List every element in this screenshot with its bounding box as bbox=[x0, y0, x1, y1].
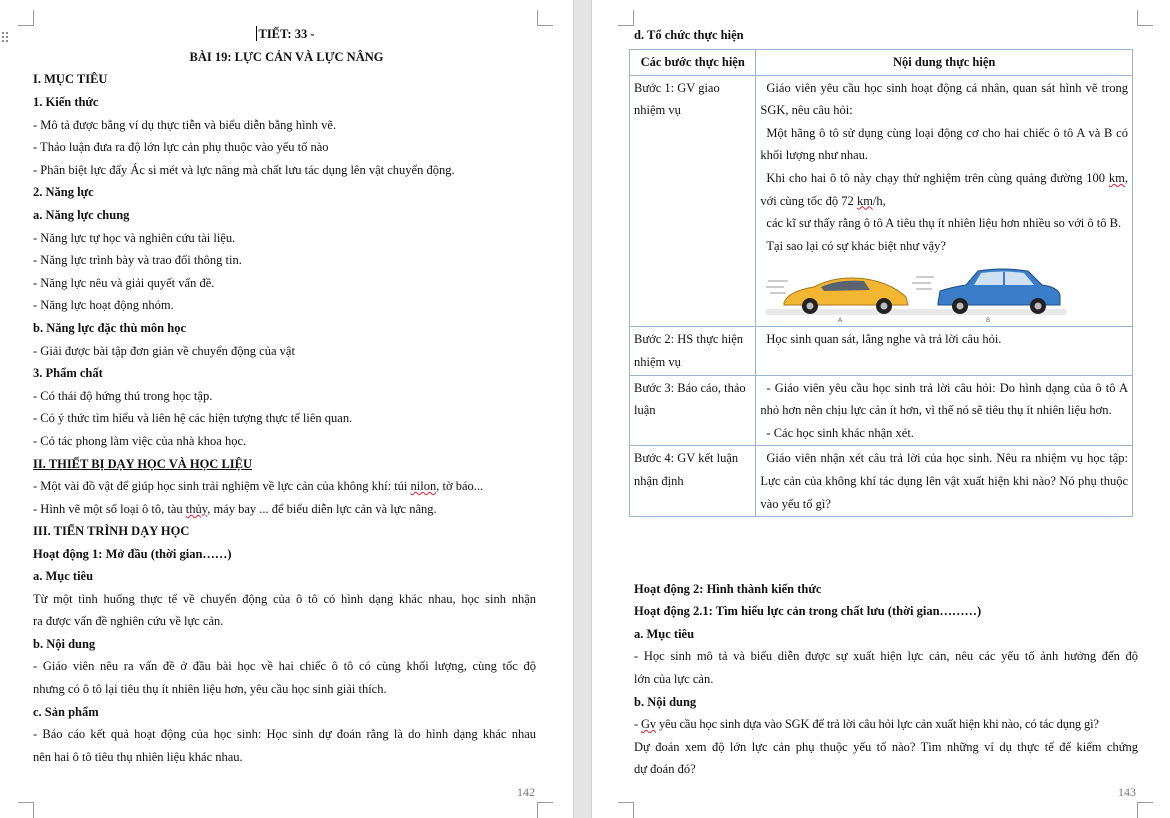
step-cell[interactable]: Bước 3: Báo cáo, thảo luận bbox=[630, 375, 756, 446]
text-run: , với cùng tốc độ 72 bbox=[760, 170, 1128, 208]
subsection-heading[interactable]: c. Sản phẩm bbox=[33, 705, 99, 719]
paragraph[interactable]: - Giải được bài tập đơn giản về chuyển động của vật bbox=[33, 344, 295, 358]
paragraph[interactable]: - Học sinh mô tả và biểu diễn được sự xuất hiện lực cản, nêu các yếu tố ảnh hưởng đến độ bbox=[634, 649, 1138, 663]
page-corner-mark bbox=[537, 802, 553, 818]
spellcheck-word[interactable]: nilon bbox=[410, 479, 437, 493]
paragraph: Tại sao lại có sự khác biệt như vậy? bbox=[766, 238, 946, 253]
paragraph[interactable]: ra được vấn đề nghiên cứu về lực cản. bbox=[33, 614, 224, 628]
page-corner-mark bbox=[1137, 10, 1153, 26]
lesson-title[interactable]: BÀI 19: LỰC CẢN VÀ LỰC NÂNG bbox=[189, 50, 384, 64]
header-content[interactable]: Nội dung thực hiện bbox=[756, 50, 1133, 76]
subsection-heading[interactable]: 2. Năng lực bbox=[33, 185, 94, 199]
page-corner-mark bbox=[18, 10, 34, 26]
car-a-label: A bbox=[838, 317, 843, 324]
car-b-label: B bbox=[986, 317, 991, 324]
subsection-heading[interactable]: a. Năng lực chung bbox=[33, 208, 130, 222]
content-cell[interactable] bbox=[756, 375, 1133, 446]
subsection-heading[interactable]: 3. Phẩm chất bbox=[33, 366, 103, 380]
activity-heading[interactable]: Hoạt động 1: Mở đầu (thời gian……) bbox=[33, 547, 232, 561]
table-header-row bbox=[630, 50, 1133, 76]
paragraph[interactable]: - Năng lực trình bày và trao đổi thông tin. bbox=[33, 253, 242, 267]
subsection-heading[interactable]: b. Nội dung bbox=[33, 637, 96, 651]
paragraph[interactable]: - Năng lực hoạt động nhóm. bbox=[33, 298, 174, 312]
paragraph: - Các học sinh khác nhận xét. bbox=[766, 425, 914, 440]
paragraph: Giáo viên yêu cầu học sinh hoạt động cá nhân, quan sát hình vẽ trong SGK, nêu câu hỏi: bbox=[760, 80, 1128, 118]
subsection-heading[interactable]: 1. Kiến thức bbox=[33, 95, 99, 109]
header-steps[interactable]: Các bước thực hiện bbox=[630, 50, 756, 76]
page-143 bbox=[592, 0, 1170, 818]
paragraph[interactable]: - Năng lực tự học và nghiên cứu tài liệu. bbox=[33, 231, 236, 245]
paragraph: các kĩ sư thấy rằng ô tô A tiêu thụ ít nhiên liệu hơn nhiều so với ô tô B. bbox=[766, 216, 1122, 231]
activity-table bbox=[629, 49, 1133, 517]
spellcheck-word[interactable]: km bbox=[856, 193, 873, 208]
step-cell[interactable]: Bước 1: GV giao nhiệm vụ bbox=[630, 75, 756, 327]
table-row bbox=[630, 446, 1133, 517]
paragraph: Giáo viên nhận xét câu trả lời của học sinh. Nêu ra nhiệm vụ học tập: Lực cản của không khí tác dụng lên vật xuất hiện khi nào? Nó phụ thuộc vào yếu tố gì? bbox=[760, 451, 1128, 511]
subsection-heading[interactable]: d. Tổ chức thực hiện bbox=[634, 28, 744, 42]
page-142 bbox=[0, 0, 573, 818]
text-run: - Hình vẽ một số loại ô tô, tàu bbox=[33, 502, 186, 516]
paragraph: Một hãng ô tô sử dụng cùng loại động cơ cho hai chiếc ô tô A và B có khối lượng như nhau. bbox=[760, 125, 1128, 163]
paragraph[interactable]: - Mô tả được bằng ví dụ thực tiễn và biểu diễn bằng hình vẽ. bbox=[33, 118, 337, 132]
page-corner-mark bbox=[618, 10, 634, 26]
lesson-number[interactable]: TIẾT: 33 - bbox=[258, 27, 315, 41]
paragraph[interactable]: - Thảo luận đưa ra độ lớn lực cản phụ thuộc vào yếu tố nào bbox=[33, 140, 329, 154]
text-run: , tờ báo... bbox=[436, 479, 484, 493]
text-run: , máy bay ... để biểu diễn lực cản và lực nâng. bbox=[207, 502, 437, 516]
table-row bbox=[630, 375, 1133, 446]
paragraph[interactable]: Dự đoán xem độ lớn lực cản phụ thuộc yếu tố nào? Tìm những ví dụ thực tế để kiểm chứng bbox=[634, 740, 1138, 754]
two-cars-illustration[interactable] bbox=[766, 263, 1066, 323]
paragraph bbox=[760, 167, 1128, 212]
paragraph[interactable]: lớn của lực cản. bbox=[634, 672, 714, 686]
page-corner-mark bbox=[537, 10, 553, 26]
page-number: 142 bbox=[517, 785, 535, 799]
paragraph: Học sinh quan sát, lắng nghe và trả lời câu hỏi. bbox=[766, 332, 1002, 347]
content-cell[interactable] bbox=[756, 327, 1133, 375]
table-row bbox=[630, 327, 1133, 375]
paragraph[interactable]: - Giáo viên nêu ra vấn đề ở đầu bài học về hai chiếc ô tô có cùng khối lượng, cùng tốc độ bbox=[33, 659, 536, 673]
spellcheck-word[interactable]: km bbox=[1108, 170, 1125, 185]
section-heading[interactable]: II. THIẾT BỊ DẠY HỌC VÀ HỌC LIỆU bbox=[33, 457, 253, 471]
text-run: Khi cho hai ô tô này chạy thử nghiệm trên cùng quảng đường 100 bbox=[766, 170, 1109, 185]
paragraph[interactable]: - Gv yêu cầu học sinh dựa vào SGK để trả lời câu hỏi lực cản xuất hiện khi nào, có tác dụng gì? bbox=[634, 717, 1099, 731]
content-cell[interactable] bbox=[756, 446, 1133, 517]
paragraph[interactable]: - Có tác phong làm việc của nhà khoa học. bbox=[33, 434, 247, 448]
paragraph[interactable]: nhưng có ô tô lại tiêu thụ ít nhiên liệu hơn, yêu cầu học sinh giải thích. bbox=[33, 682, 387, 696]
paragraph[interactable]: Từ một tình huống thực tế về chuyển động của ô tô có hình dạng khác nhau, học sinh nhận bbox=[33, 592, 536, 606]
subsection-heading[interactable]: b. Nội dung bbox=[634, 695, 697, 709]
table-row bbox=[630, 75, 1133, 327]
section-heading[interactable]: I. MỤC TIÊU bbox=[33, 72, 108, 86]
sports-car-a-icon bbox=[784, 278, 908, 314]
paragraph[interactable]: - Có thái độ hứng thú trong học tập. bbox=[33, 389, 213, 403]
sedan-car-b-icon bbox=[938, 269, 1060, 314]
text-run: yêu cầu học sinh dựa vào SGK để trả lời câu hỏi lực cản xuất hiện khi nào, có tác dụng gì? bbox=[655, 717, 1099, 731]
paragraph[interactable]: - Có ý thức tìm hiểu và liên hệ các hiện tượng thực tế liên quan. bbox=[33, 411, 353, 425]
page-corner-mark bbox=[1137, 802, 1153, 818]
paragraph[interactable]: - Phân biệt lực đẩy Ác si mét và lực nâng mà chất lưu tác dụng lên vật chuyển động. bbox=[33, 163, 455, 177]
page-gap bbox=[573, 0, 592, 818]
spellcheck-word[interactable]: thủy bbox=[185, 502, 208, 516]
activity-heading[interactable]: Hoạt động 2: Hình thành kiến thức bbox=[634, 582, 822, 596]
paragraph[interactable]: dự đoán đó? bbox=[634, 762, 696, 776]
step-cell[interactable]: Bước 2: HS thực hiện nhiệm vụ bbox=[630, 327, 756, 375]
subsection-heading[interactable]: a. Mục tiêu bbox=[634, 627, 695, 641]
page-number: 143 bbox=[1118, 785, 1136, 799]
paragraph[interactable] bbox=[33, 500, 437, 518]
paragraph[interactable]: - Báo cáo kết quả hoạt động của học sinh: Học sinh dự đoán rằng là do hình dạng khác nhau bbox=[33, 727, 536, 741]
section-heading[interactable]: III. TIẾN TRÌNH DẠY HỌC bbox=[33, 524, 190, 538]
paragraph[interactable]: - Năng lực nêu và giải quyết vấn đề. bbox=[33, 276, 215, 290]
subsection-heading[interactable]: b. Năng lực đặc thù môn học bbox=[33, 321, 187, 335]
step-cell[interactable]: Bước 4: GV kết luận nhận định bbox=[630, 446, 756, 517]
paragraph: - Giáo viên yêu cầu học sinh trả lời câu hỏi: Do hình dạng của ô tô A nhỏ hơn nên chịu lực cản ít hơn, vì thế nó sẽ tiêu thụ ít nhiên liệu hơn. bbox=[760, 380, 1128, 418]
content-cell[interactable] bbox=[756, 75, 1133, 327]
activity-heading[interactable]: Hoạt động 2.1: Tìm hiểu lực cản trong chất lưu (thời gian………) bbox=[634, 604, 982, 618]
text-run: /h, bbox=[872, 193, 886, 208]
page-corner-mark bbox=[618, 802, 634, 818]
paragraph[interactable] bbox=[33, 477, 483, 495]
subsection-heading[interactable]: a. Mục tiêu bbox=[33, 569, 94, 583]
paragraph[interactable]: nên hai ô tô tiêu thụ nhiên liệu khác nhau. bbox=[33, 750, 243, 764]
page-corner-mark bbox=[18, 802, 34, 818]
spellcheck-word[interactable]: Gv bbox=[641, 717, 656, 731]
text-run: - Một vài đồ vật để giúp học sinh trải nghiệm về lực cản của không khí: túi bbox=[33, 479, 411, 493]
